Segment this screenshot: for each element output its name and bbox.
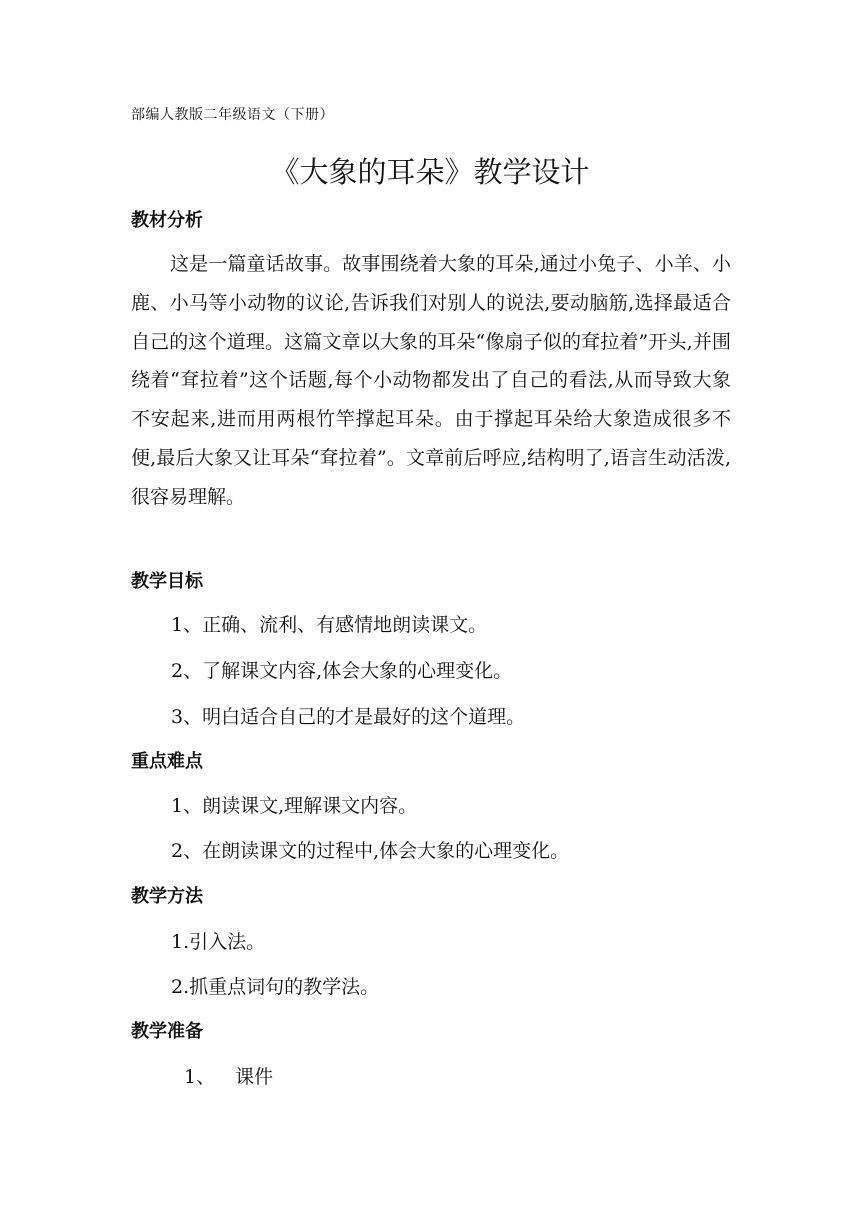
section-heading-methods: 教学方法 <box>131 886 203 907</box>
section-heading-analysis: 教材分析 <box>131 210 203 231</box>
analysis-paragraph: 这是一篇童话故事。故事围绕着大象的耳朵,通过小兔子、小羊、小鹿、小马等小动物的议论,告诉我们对别人的说法,要动脑筋,选择最适合自己的这个道理。这篇文章以大象的耳朵“像扇子似的耷拉着”开头,并围绕着“耷拉着”这个话题,每个小动物都发出了自己的看法,从而导致大象不安起来,进而用两根竹竿撑起耳朵。由于撑起耳朵给大象造成很多不便,最后大象又让耳朵“耷拉着”。文章前后呼应,结构明了,语言生动活泼,很容易理解。 <box>131 253 731 508</box>
method-item: 2.抓重点词句的教学法。 <box>171 976 380 998</box>
section-heading-goals: 教学目标 <box>131 571 203 592</box>
key-point-item: 2、在朗读课文的过程中,体会大象的心理变化。 <box>171 840 570 862</box>
preparation-item-text: 课件 <box>235 1066 274 1088</box>
document-title: 《大象的耳朵》教学设计 <box>270 155 590 189</box>
goal-item: 3、明白适合自己的才是最好的这个道理。 <box>171 706 526 728</box>
key-point-item: 1、朗读课文,理解课文内容。 <box>171 795 418 817</box>
goal-item: 2、了解课文内容,体会大象的心理变化。 <box>171 660 513 682</box>
section-heading-key-points: 重点难点 <box>131 751 203 772</box>
header-text: 部编人教版二年级语文（下册） <box>131 107 334 123</box>
section-heading-preparation: 教学准备 <box>131 1021 203 1042</box>
method-item: 1.引入法。 <box>171 931 266 953</box>
preparation-item-number: 1、 <box>184 1066 216 1088</box>
preparation-item <box>184 1062 273 1089</box>
goal-item: 1、正确、流利、有感情地朗读课文。 <box>171 614 488 636</box>
